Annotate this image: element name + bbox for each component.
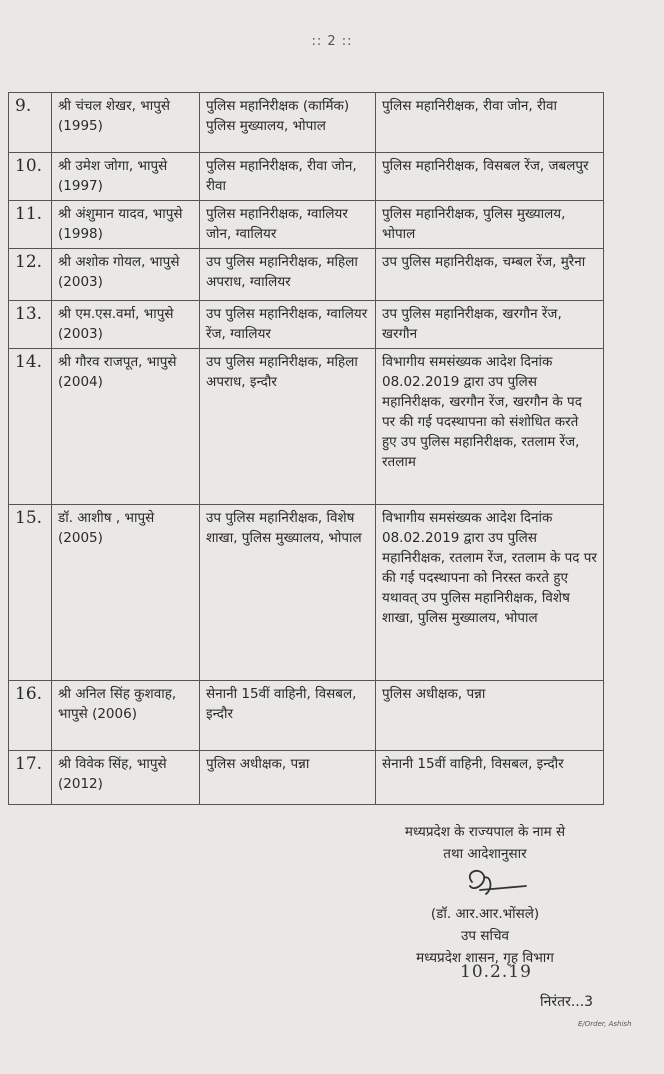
table-row (9, 505, 604, 681)
officer-name: श्री विवेक सिंह, भापुसे (2012) (52, 751, 200, 805)
serial-number: 14. (9, 349, 52, 505)
serial-number: 15. (9, 505, 52, 681)
officer-name: श्री एम.एस.वर्मा, भापुसे (2003) (52, 301, 200, 349)
current-posting: सेनानी 15वीं वाहिनी, विसबल, इन्दौर (200, 681, 376, 751)
handwritten-signature (450, 862, 530, 902)
serial-number: 10. (9, 153, 52, 201)
authority-line-2: तथा आदेशानुसार (443, 846, 527, 862)
table-row (9, 249, 604, 301)
signatory-department: मध्यप्रदेश शासन, गृह विभाग (416, 950, 554, 966)
new-posting: उप पुलिस महानिरीक्षक, खरगौन रेंज, खरगौन (376, 301, 604, 349)
serial-number: 17. (9, 751, 52, 805)
new-posting: पुलिस महानिरीक्षक, विसबल रेंज, जबलपुर (376, 153, 604, 201)
current-posting: पुलिस अधीक्षक, पन्ना (200, 751, 376, 805)
officer-name: श्री अंशुमान यादव, भापुसे (1998) (52, 201, 200, 249)
table-row (9, 349, 604, 505)
table-row (9, 201, 604, 249)
current-posting: पुलिस महानिरीक्षक (कार्मिक) पुलिस मुख्यालय, भोपाल (200, 93, 376, 153)
serial-number: 16. (9, 681, 52, 751)
signatory-designation: उप सचिव (460, 928, 510, 944)
current-posting: उप पुलिस महानिरीक्षक, महिला अपराध, ग्वालियर (200, 249, 376, 301)
new-posting: पुलिस अधीक्षक, पन्ना (376, 681, 604, 751)
current-posting: उप पुलिस महानिरीक्षक, महिला अपराध, इन्दौर (200, 349, 376, 505)
current-posting: उप पुलिस महानिरीक्षक, ग्वालियर रेंज, ग्वालियर (200, 301, 376, 349)
new-posting: विभागीय समसंख्यक आदेश दिनांक 08.02.2019 द्वारा उप पुलिस महानिरीक्षक, खरगौन रेंज, खरगौन के पद पर की गई पदस्थापना को संशोधित करते हुए उप पुलिस महानिरीक्षक, रतलाम रेंज, रतलाम (376, 349, 604, 505)
table-row (9, 93, 604, 153)
continued-note: निरंतर...3 (540, 994, 594, 1010)
serial-number: 9. (9, 93, 52, 153)
table-row (9, 751, 604, 805)
page-number: :: 2 :: (311, 34, 353, 49)
current-posting: उप पुलिस महानिरीक्षक, विशेष शाखा, पुलिस मुख्यालय, भोपाल (200, 505, 376, 681)
officer-name: डॉ. आशीष , भापुसे (2005) (52, 505, 200, 681)
officer-name: श्री उमेश जोगा, भापुसे (1997) (52, 153, 200, 201)
transfer-table (8, 92, 604, 805)
serial-number: 13. (9, 301, 52, 349)
authority-line-1: मध्यप्रदेश के राज्यपाल के नाम से (404, 824, 566, 840)
signatory-name: (डॉ. आर.आर.भोंसले) (430, 906, 540, 922)
officer-name: श्री चंचल शेखर, भापुसे (1995) (52, 93, 200, 153)
new-posting: सेनानी 15वीं वाहिनी, विसबल, इन्दौर (376, 751, 604, 805)
current-posting: पुलिस महानिरीक्षक, ग्वालियर जोन, ग्वालियर (200, 201, 376, 249)
table-row (9, 301, 604, 349)
officer-name: श्री अशोक गोयल, भापुसे (2003) (52, 249, 200, 301)
handwritten-date: 10.2.19 (460, 962, 532, 982)
table-row (9, 153, 604, 201)
new-posting: उप पुलिस महानिरीक्षक, चम्बल रेंज, मुरैना (376, 249, 604, 301)
table-row (9, 681, 604, 751)
new-posting: पुलिस महानिरीक्षक, रीवा जोन, रीवा (376, 93, 604, 153)
current-posting: पुलिस महानिरीक्षक, रीवा जोन, रीवा (200, 153, 376, 201)
officer-name: श्री अनिल सिंह कुशवाह, भापुसे (2006) (52, 681, 200, 751)
file-reference: E/Order, Ashish (578, 1020, 632, 1028)
new-posting: विभागीय समसंख्यक आदेश दिनांक 08.02.2019 द्वारा उप पुलिस महानिरीक्षक, रतलाम रेंज, रतलाम के पद पर की गई पदस्थापना को निरस्त करते हुए यथावत् उप पुलिस महानिरीक्षक, विशेष शाखा, पुलिस मुख्यालय, भोपाल (376, 505, 604, 681)
new-posting: पुलिस महानिरीक्षक, पुलिस मुख्यालय, भोपाल (376, 201, 604, 249)
serial-number: 12. (9, 249, 52, 301)
serial-number: 11. (9, 201, 52, 249)
officer-name: श्री गौरव राजपूत, भापुसे (2004) (52, 349, 200, 505)
